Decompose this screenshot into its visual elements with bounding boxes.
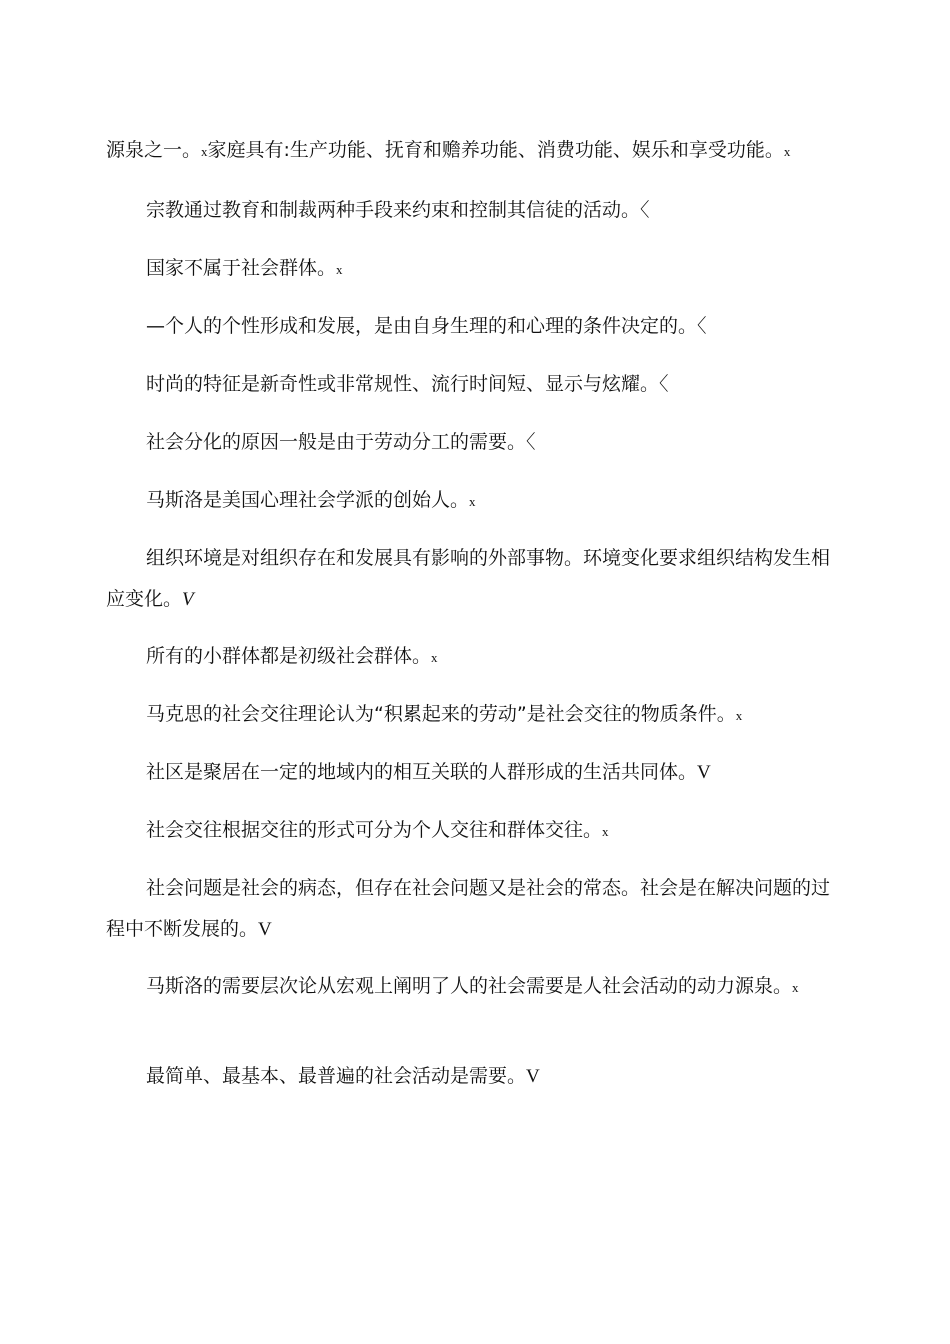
answer-mark: V (697, 762, 711, 783)
paragraph-14 (106, 966, 842, 1008)
paragraph-text: 家庭具有:生产功能、抚育和赡养功能、消费功能、娱乐和享受功能。 (207, 139, 784, 161)
paragraph-text: 马斯洛的需要层次论从宏观上阐明了人的社会需要是人社会活动的动力源泉。 (146, 975, 793, 997)
paragraph-text: —个人的个性形成和发展，是由自身生理的和心理的条件决定的。 (146, 315, 698, 337)
answer-mark: 〈 (526, 431, 536, 453)
paragraph-text: 源泉之一。 (106, 139, 202, 161)
answer-mark: x (735, 708, 743, 723)
paragraph-11 (106, 752, 842, 793)
paragraph-8 (106, 538, 842, 620)
answer-mark: x (602, 824, 609, 839)
answer-mark: x (431, 650, 438, 665)
paragraph-text: 最简单、最基本、最普遍的社会活动是需要。 (146, 1065, 527, 1087)
answer-mark: 〈 (640, 199, 650, 221)
paragraph-text: 宗教通过教育和制裁两种手段来约束和控制其信徒的活动。 (146, 199, 641, 221)
paragraph-7 (106, 480, 842, 522)
paragraph-13 (106, 868, 842, 950)
answer-mark: x (783, 144, 791, 159)
paragraph-text: 组织环境是对组织存在和发展具有影响的外部事物。环境变化要求组织结构发生相应变化。 (106, 547, 831, 610)
paragraph-4 (106, 306, 842, 347)
paragraph-6 (106, 422, 842, 463)
paragraph-10 (106, 694, 842, 736)
paragraph-text: 社会交往根据交往的形式可分为个人交往和群体交往。 (146, 819, 603, 841)
paragraph-text: 马斯洛是美国心理社会学派的创始人。 (146, 489, 470, 511)
paragraph-text: 时尚的特征是新奇性或非常规性、流行时间短、显示与炫耀。 (146, 373, 660, 395)
answer-mark: V (258, 919, 272, 940)
paragraph-text: 社会问题是社会的病态，但存在社会问题又是社会的常态。社会是在解决问题的过程中不断发展的。 (106, 877, 831, 940)
paragraph-2 (106, 190, 842, 231)
paragraph-3 (106, 248, 842, 290)
paragraph-text: 国家不属于社会群体。 (146, 257, 337, 279)
answer-mark: V (526, 1066, 540, 1087)
paragraph-1 (106, 130, 842, 172)
paragraph-text: 社区是聚居在一定的地域内的相互关联的人群形成的生活共同体。 (146, 761, 698, 783)
paragraph-12 (106, 810, 842, 852)
answer-mark: 〈 (659, 373, 669, 395)
paragraph-text: 马克思的社会交往理论认为“积累起来的劳动”是社会交往的物质条件。 (146, 703, 736, 725)
paragraph-15 (106, 1056, 842, 1097)
paragraph-text: 社会分化的原因一般是由于劳动分工的需要。 (146, 431, 527, 453)
answer-mark: x (336, 262, 343, 277)
paragraph-9 (106, 636, 842, 678)
paragraph-text: 所有的小群体都是初级社会群体。 (146, 645, 432, 667)
answer-mark: x (792, 980, 799, 995)
answer-mark: x (469, 494, 476, 509)
paragraph-5 (106, 364, 842, 405)
answer-mark: 〈 (697, 315, 707, 337)
answer-mark: V (182, 589, 194, 610)
answer-mark: x (201, 144, 208, 159)
